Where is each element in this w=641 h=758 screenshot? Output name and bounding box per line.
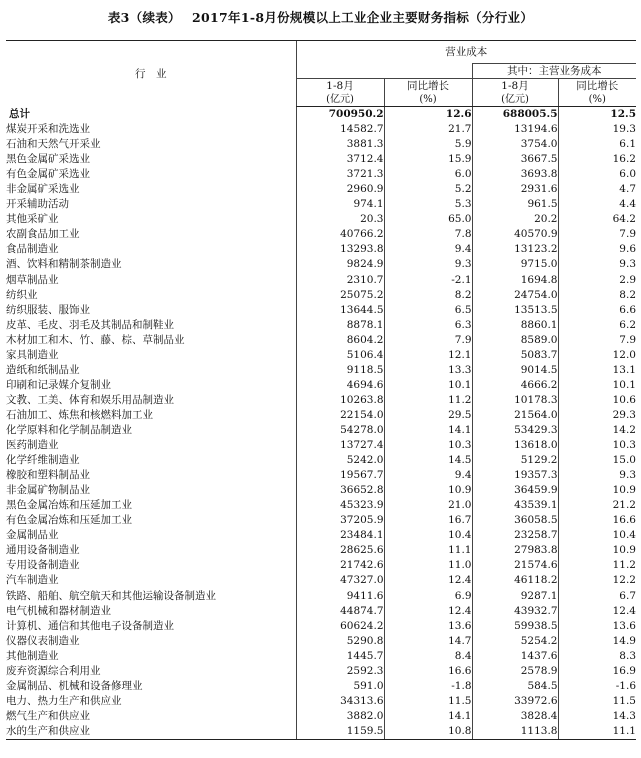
cost-value: 3881.3: [296, 137, 384, 152]
cost-value: 60624.2: [296, 619, 384, 634]
main-period-header: 1-8月: [472, 79, 558, 94]
main-cost-value: 9014.5: [472, 363, 558, 378]
main-cost-value: 40570.9: [472, 227, 558, 242]
main-unit: (亿元): [472, 93, 558, 107]
cost-value: 8604.2: [296, 333, 384, 348]
cost-growth: 13.3: [384, 363, 472, 378]
main-cost-growth: 6.7: [558, 589, 636, 604]
cost-growth: 10.8: [384, 724, 472, 740]
table-row: [6, 182, 636, 197]
industry-name: 铁路、船舶、航空航天和其他运输设备制造业: [6, 589, 216, 602]
industry-name: 其他制造业: [6, 649, 59, 662]
cost-growth: 7.9: [384, 333, 472, 348]
main-cost-growth: 8.3: [558, 649, 636, 664]
main-cost-growth: 10.1: [558, 378, 636, 393]
industry-name: 造纸和纸制品业: [6, 363, 80, 376]
main-cost-value: 4666.2: [472, 378, 558, 393]
cost-growth: 21.7: [384, 122, 472, 137]
main-cost-value: 43539.1: [472, 498, 558, 513]
main-cost-value: 9715.0: [472, 257, 558, 272]
main-cost-growth: 12.2: [558, 573, 636, 588]
cost-growth: 10.3: [384, 438, 472, 453]
cost-value: 5242.0: [296, 453, 384, 468]
table-row: [6, 619, 636, 634]
industry-name: 文教、工美、体育和娱乐用品制造业: [6, 393, 174, 406]
main-cost-value: 5129.2: [472, 453, 558, 468]
main-yoy-header: 同比增长: [558, 79, 636, 94]
industry-name: 烟草制品业: [6, 273, 59, 286]
cost-value: 1445.7: [296, 649, 384, 664]
main-cost-growth: 4.7: [558, 182, 636, 197]
table-row: [6, 167, 636, 182]
industry-name: 其他采矿业: [6, 213, 59, 226]
cost-value: 3712.4: [296, 152, 384, 167]
industry-name: 有色金属矿采选业: [6, 168, 90, 181]
industry-name: 燃气生产和供应业: [6, 709, 90, 722]
industry-name: 印刷和记录媒介复制业: [6, 378, 111, 391]
industry-name: 石油和天然气开采业: [6, 138, 101, 151]
main-cost-value: 13194.6: [472, 122, 558, 137]
table-row: [6, 468, 636, 483]
cost-growth: 6.0: [384, 167, 472, 182]
industry-name: 非金属矿物制品业: [6, 484, 90, 497]
main-cost-growth: 11.1: [558, 724, 636, 740]
table-row: [6, 408, 636, 423]
main-cost-value: 20.2: [472, 212, 558, 227]
main-yoy-unit: (%): [558, 93, 636, 107]
main-cost-growth: 10.6: [558, 393, 636, 408]
table-body: [6, 107, 636, 740]
main-cost-growth: 14.9: [558, 634, 636, 649]
cost-value: 10263.8: [296, 393, 384, 408]
main-cost-growth: 10.3: [558, 438, 636, 453]
industry-name: 电力、热力生产和供应业: [6, 694, 122, 707]
main-cost-growth: 9.6: [558, 242, 636, 257]
cost-growth: 16.7: [384, 513, 472, 528]
main-cost-value: 8589.0: [472, 333, 558, 348]
main-cost-growth: 29.3: [558, 408, 636, 423]
table-row: [6, 724, 636, 740]
main-cost-growth: 14.3: [558, 709, 636, 724]
main-cost-growth: -1.6: [558, 679, 636, 694]
industry-name: 总计: [9, 107, 30, 120]
industry-name: 家具制造业: [6, 348, 59, 361]
main-cost-value: 5083.7: [472, 348, 558, 363]
cost-growth: 16.6: [384, 664, 472, 679]
cost-value: 23484.1: [296, 528, 384, 543]
main-cost-value: 36058.5: [472, 513, 558, 528]
table-row: [6, 212, 636, 227]
industry-name: 黑色金属矿采选业: [6, 153, 90, 166]
cost-growth: 14.7: [384, 634, 472, 649]
main-cost-growth: 6.6: [558, 303, 636, 318]
cost-growth: 14.1: [384, 709, 472, 724]
cost-value: 4694.6: [296, 378, 384, 393]
cost-value: 700950.2: [296, 107, 384, 123]
industry-name: 汽车制造业: [6, 574, 59, 587]
main-cost-growth: 6.1: [558, 137, 636, 152]
table-row: [6, 363, 636, 378]
cost-value: 21742.6: [296, 558, 384, 573]
main-cost-growth: 10.4: [558, 528, 636, 543]
main-cost-growth: 13.6: [558, 619, 636, 634]
industry-name: 医药制造业: [6, 439, 59, 452]
main-cost-value: 1113.8: [472, 724, 558, 740]
cost-growth: 7.8: [384, 227, 472, 242]
industry-name: 石油加工、炼焦和核燃料加工业: [6, 408, 153, 421]
cost-growth: 11.1: [384, 543, 472, 558]
industry-name: 纺织业: [6, 288, 38, 301]
cost-growth: 11.2: [384, 393, 472, 408]
table-title: 表3（续表） 2017年1-8月份规模以上工业企业主要财务指标（分行业）: [107, 10, 534, 25]
main-cost-growth: 13.1: [558, 363, 636, 378]
industry-name: 农副食品加工业: [6, 228, 80, 241]
industry-name: 有色金属冶炼和压延加工业: [6, 514, 132, 527]
table-row: [6, 649, 636, 664]
table-row: [6, 423, 636, 438]
main-cost-value: 13618.0: [472, 438, 558, 453]
table-row: [6, 634, 636, 649]
main-cost-growth: 19.3: [558, 122, 636, 137]
industry-name: 废弃资源综合利用业: [6, 664, 101, 677]
main-cost-value: 13513.5: [472, 303, 558, 318]
cost-growth: 12.1: [384, 348, 472, 363]
table-row: [6, 558, 636, 573]
table-row: [6, 543, 636, 558]
table-row: [6, 122, 636, 137]
cost-value: 47327.0: [296, 573, 384, 588]
cost-growth: 9.4: [384, 242, 472, 257]
cost-value: 591.0: [296, 679, 384, 694]
industry-name: 橡胶和塑料制品业: [6, 469, 90, 482]
main-cost-growth: 7.9: [558, 333, 636, 348]
cost-value: 13727.4: [296, 438, 384, 453]
table-row: [6, 273, 636, 288]
cost-growth: 5.3: [384, 197, 472, 212]
main-cost-value: 2578.9: [472, 664, 558, 679]
main-cost-growth: 10.9: [558, 543, 636, 558]
main-business-cost-header: 其中：主营业务成本: [472, 64, 636, 79]
cost-unit: (亿元): [296, 93, 384, 107]
main-cost-value: 8860.1: [472, 318, 558, 333]
cost-value: 28625.6: [296, 543, 384, 558]
industry-name: 水的生产和供应业: [6, 724, 296, 740]
cost-growth: 10.9: [384, 483, 472, 498]
industry-name: 皮革、毛皮、羽毛及其制品和制鞋业: [6, 318, 174, 331]
table-row: [6, 378, 636, 393]
cost-yoy-header: 同比增长: [384, 79, 472, 94]
total-row: [6, 107, 636, 123]
main-cost-value: 3693.8: [472, 167, 558, 182]
main-cost-value: 3754.0: [472, 137, 558, 152]
cost-value: 9118.5: [296, 363, 384, 378]
cost-value: 9824.9: [296, 257, 384, 272]
cost-growth: 14.5: [384, 453, 472, 468]
main-cost-growth: 8.2: [558, 288, 636, 303]
cost-growth: 10.4: [384, 528, 472, 543]
industry-name: 仪器仪表制造业: [6, 634, 80, 647]
industry-name: 计算机、通信和其他电子设备制造业: [6, 619, 174, 632]
table-row: [6, 257, 636, 272]
table-row: [6, 589, 636, 604]
table-row: [6, 393, 636, 408]
main-cost-value: 9287.1: [472, 589, 558, 604]
cost-value: 3882.0: [296, 709, 384, 724]
main-cost-growth: 12.0: [558, 348, 636, 363]
main-cost-growth: 6.2: [558, 318, 636, 333]
table-row: [6, 438, 636, 453]
cost-value: 2310.7: [296, 273, 384, 288]
industry-name: 木材加工和木、竹、藤、棕、草制品业: [6, 333, 185, 346]
main-cost-growth: 9.3: [558, 468, 636, 483]
main-cost-value: 53429.3: [472, 423, 558, 438]
main-cost-value: 33972.6: [472, 694, 558, 709]
cost-value: 40766.2: [296, 227, 384, 242]
main-cost-growth: 4.4: [558, 197, 636, 212]
main-cost-growth: 12.5: [558, 107, 636, 123]
table-row: [6, 288, 636, 303]
main-cost-growth: 9.3: [558, 257, 636, 272]
cost-value: 22154.0: [296, 408, 384, 423]
table-row: [6, 664, 636, 679]
cost-value: 14582.7: [296, 122, 384, 137]
table-row: [6, 242, 636, 257]
cost-growth: 6.9: [384, 589, 472, 604]
table-row: [6, 348, 636, 363]
cost-growth: 8.4: [384, 649, 472, 664]
main-cost-value: 46118.2: [472, 573, 558, 588]
main-cost-value: 3667.5: [472, 152, 558, 167]
table-row: [6, 528, 636, 543]
main-cost-growth: 12.4: [558, 604, 636, 619]
cost-yoy-unit: (%): [384, 93, 472, 107]
main-cost-growth: 16.6: [558, 513, 636, 528]
cost-growth: 15.9: [384, 152, 472, 167]
cost-value: 5106.4: [296, 348, 384, 363]
cost-value: 974.1: [296, 197, 384, 212]
cost-value: 25075.2: [296, 288, 384, 303]
financial-indicators-table: [6, 40, 636, 740]
cost-growth: 6.3: [384, 318, 472, 333]
revenue-cost-header: 营业成本: [296, 41, 636, 64]
cost-growth: 8.2: [384, 288, 472, 303]
main-cost-growth: 11.5: [558, 694, 636, 709]
cost-value: 20.3: [296, 212, 384, 227]
cost-growth: 11.5: [384, 694, 472, 709]
cost-growth: 5.2: [384, 182, 472, 197]
cost-value: 44874.7: [296, 604, 384, 619]
cost-growth: 21.0: [384, 498, 472, 513]
main-cost-value: 43932.7: [472, 604, 558, 619]
industry-name: 开采辅助活动: [6, 198, 69, 211]
table-row: [6, 679, 636, 694]
cost-growth: 10.1: [384, 378, 472, 393]
cost-growth: -2.1: [384, 273, 472, 288]
cost-value: 3721.3: [296, 167, 384, 182]
table-row: [6, 318, 636, 333]
table-row: [6, 573, 636, 588]
table-row: [6, 197, 636, 212]
industry-name: 通用设备制造业: [6, 544, 80, 557]
cost-value: 2960.9: [296, 182, 384, 197]
cost-value: 13644.5: [296, 303, 384, 318]
table-row: [6, 453, 636, 468]
cost-value: 2592.3: [296, 664, 384, 679]
cost-growth: 65.0: [384, 212, 472, 227]
industry-name: 化学纤维制造业: [6, 454, 80, 467]
cost-growth: -1.8: [384, 679, 472, 694]
industry-name: 化学原料和化学制品制造业: [6, 424, 132, 436]
cost-growth: 9.4: [384, 468, 472, 483]
main-cost-value: 5254.2: [472, 634, 558, 649]
main-cost-growth: 11.2: [558, 558, 636, 573]
table-header: [6, 41, 636, 107]
main-cost-value: 1437.6: [472, 649, 558, 664]
industry-name: 酒、饮料和精制茶制造业: [6, 258, 122, 271]
main-cost-value: 19357.3: [472, 468, 558, 483]
cost-value: 13293.8: [296, 242, 384, 257]
main-cost-growth: 2.9: [558, 273, 636, 288]
industry-name: 金属制品、机械和设备修理业: [6, 679, 143, 692]
main-cost-growth: 7.9: [558, 227, 636, 242]
cost-growth: 9.3: [384, 257, 472, 272]
main-cost-growth: 16.9: [558, 664, 636, 679]
industry-name: 金属制品业: [6, 529, 59, 542]
main-cost-value: 2931.6: [472, 182, 558, 197]
industry-header: 行 业: [6, 41, 296, 107]
table-row: [6, 694, 636, 709]
cost-value: 54278.0: [296, 423, 384, 438]
main-cost-value: 27983.8: [472, 543, 558, 558]
main-cost-value: 36459.9: [472, 483, 558, 498]
main-cost-value: 21564.0: [472, 408, 558, 423]
main-cost-value: 10178.3: [472, 393, 558, 408]
main-cost-growth: 64.2: [558, 212, 636, 227]
cost-value: 1159.5: [296, 724, 384, 740]
main-cost-value: 584.5: [472, 679, 558, 694]
cost-period-header: 1-8月: [296, 79, 384, 94]
cost-growth: 14.1: [384, 423, 472, 438]
table-row: [6, 513, 636, 528]
cost-value: 19567.7: [296, 468, 384, 483]
industry-name: 纺织服装、服饰业: [6, 303, 90, 316]
cost-value: 8878.1: [296, 318, 384, 333]
main-cost-value: 59938.5: [472, 619, 558, 634]
industry-name: 非金属矿采选业: [6, 183, 80, 196]
table-row: [6, 303, 636, 318]
cost-value: 34313.6: [296, 694, 384, 709]
table-row: [6, 333, 636, 348]
cost-value: 5290.8: [296, 634, 384, 649]
cost-growth: 12.4: [384, 573, 472, 588]
table-row: [6, 483, 636, 498]
table-row: [6, 709, 636, 724]
main-cost-growth: 21.2: [558, 498, 636, 513]
table-row: [6, 137, 636, 152]
cost-growth: 5.9: [384, 137, 472, 152]
cost-growth: 12.6: [384, 107, 472, 123]
main-cost-value: 3828.4: [472, 709, 558, 724]
main-cost-value: 24754.0: [472, 288, 558, 303]
industry-name: 专用设备制造业: [6, 559, 80, 572]
main-cost-growth: 14.2: [558, 423, 636, 438]
table-row: [6, 152, 636, 167]
main-cost-growth: 15.0: [558, 453, 636, 468]
industry-name: 煤炭开采和洗选业: [6, 123, 90, 136]
industry-name: 黑色金属冶炼和压延加工业: [6, 499, 132, 512]
cost-growth: 29.5: [384, 408, 472, 423]
table-row: [6, 604, 636, 619]
cost-growth: 6.5: [384, 303, 472, 318]
table-row: [6, 227, 636, 242]
main-cost-value: 23258.7: [472, 528, 558, 543]
cost-value: 9411.6: [296, 589, 384, 604]
cost-growth: 12.4: [384, 604, 472, 619]
industry-name: 电气机械和器材制造业: [6, 604, 111, 617]
main-cost-value: 688005.5: [472, 107, 558, 123]
main-cost-growth: 6.0: [558, 167, 636, 182]
main-cost-value: 13123.2: [472, 242, 558, 257]
cost-value: 37205.9: [296, 513, 384, 528]
cost-value: 45323.9: [296, 498, 384, 513]
cost-value: 36652.8: [296, 483, 384, 498]
main-cost-value: 961.5: [472, 197, 558, 212]
main-cost-growth: 10.9: [558, 483, 636, 498]
main-cost-value: 1694.8: [472, 273, 558, 288]
main-cost-growth: 16.2: [558, 152, 636, 167]
cost-growth: 13.6: [384, 619, 472, 634]
table-row: [6, 498, 636, 513]
revenue-cost-spacer: [296, 64, 472, 79]
main-cost-value: 21574.6: [472, 558, 558, 573]
cost-growth: 11.0: [384, 558, 472, 573]
industry-name: 食品制造业: [6, 243, 59, 256]
